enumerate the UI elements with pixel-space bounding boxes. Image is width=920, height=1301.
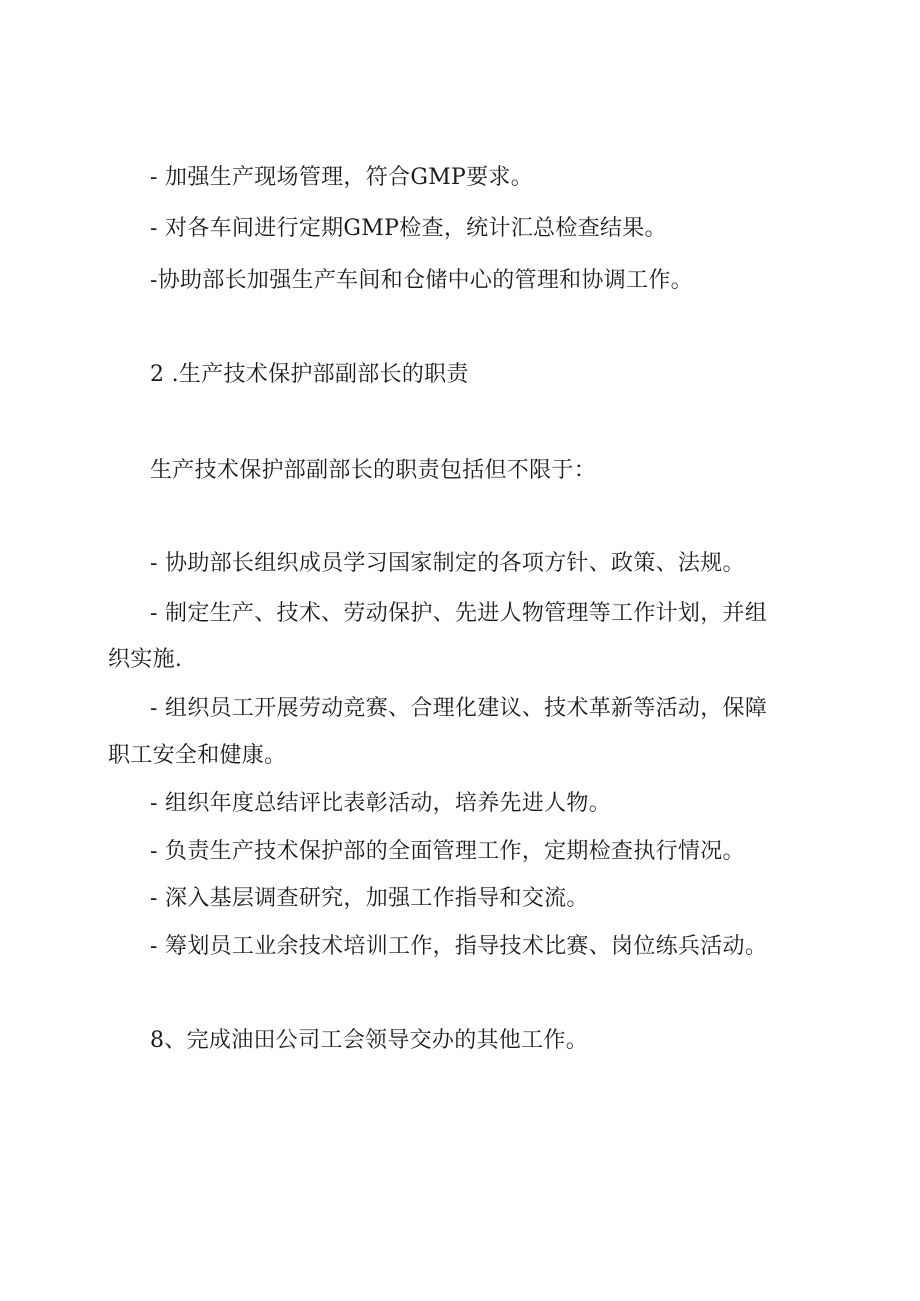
closing-item: 8、完成油田公司工会领导交办的其他工作。 xyxy=(150,1028,588,1053)
section-intro: 生产技术保护部副部长的职责包括但不限于： xyxy=(150,458,597,483)
duty-labor-competition-line1: - 组织员工开展劳动竞赛、合理化建议、技术革新等活动，保障 xyxy=(150,696,768,721)
duty-study-policies: - 协助部长组织成员学习国家制定的各项方针、政策、法规。 xyxy=(150,551,745,576)
bullet-assist-coordination: -协助部长加强生产车间和仓储中心的管理和协调工作。 xyxy=(150,268,693,293)
bullet-gmp-inspection: - 对各车间进行定期GMP检查，统计汇总检查结果。 xyxy=(150,216,667,241)
duty-grassroots-research: - 深入基层调查研究，加强工作指导和交流。 xyxy=(150,886,589,911)
duty-labor-competition-line2: 职工安全和健康。 xyxy=(108,743,287,768)
duty-work-plan-line2: 织实施. xyxy=(108,647,183,672)
duty-annual-awards: - 组织年度总结评比表彰活动，培养先进人物。 xyxy=(150,791,612,816)
duty-overall-management: - 负责生产技术保护部的全面管理工作，定期检查执行情况。 xyxy=(150,839,745,864)
duty-technical-training: - 筹划员工业余技术培训工作，指导技术比赛、岗位练兵活动。 xyxy=(150,934,768,959)
duty-work-plan-line1: - 制定生产、技术、劳动保护、先进人物管理等工作计划，并组 xyxy=(150,601,768,626)
bullet-gmp-site-management: - 加强生产现场管理，符合GMP要求。 xyxy=(150,165,534,190)
section-heading: 2 .生产技术保护部副部长的职责 xyxy=(150,362,469,387)
